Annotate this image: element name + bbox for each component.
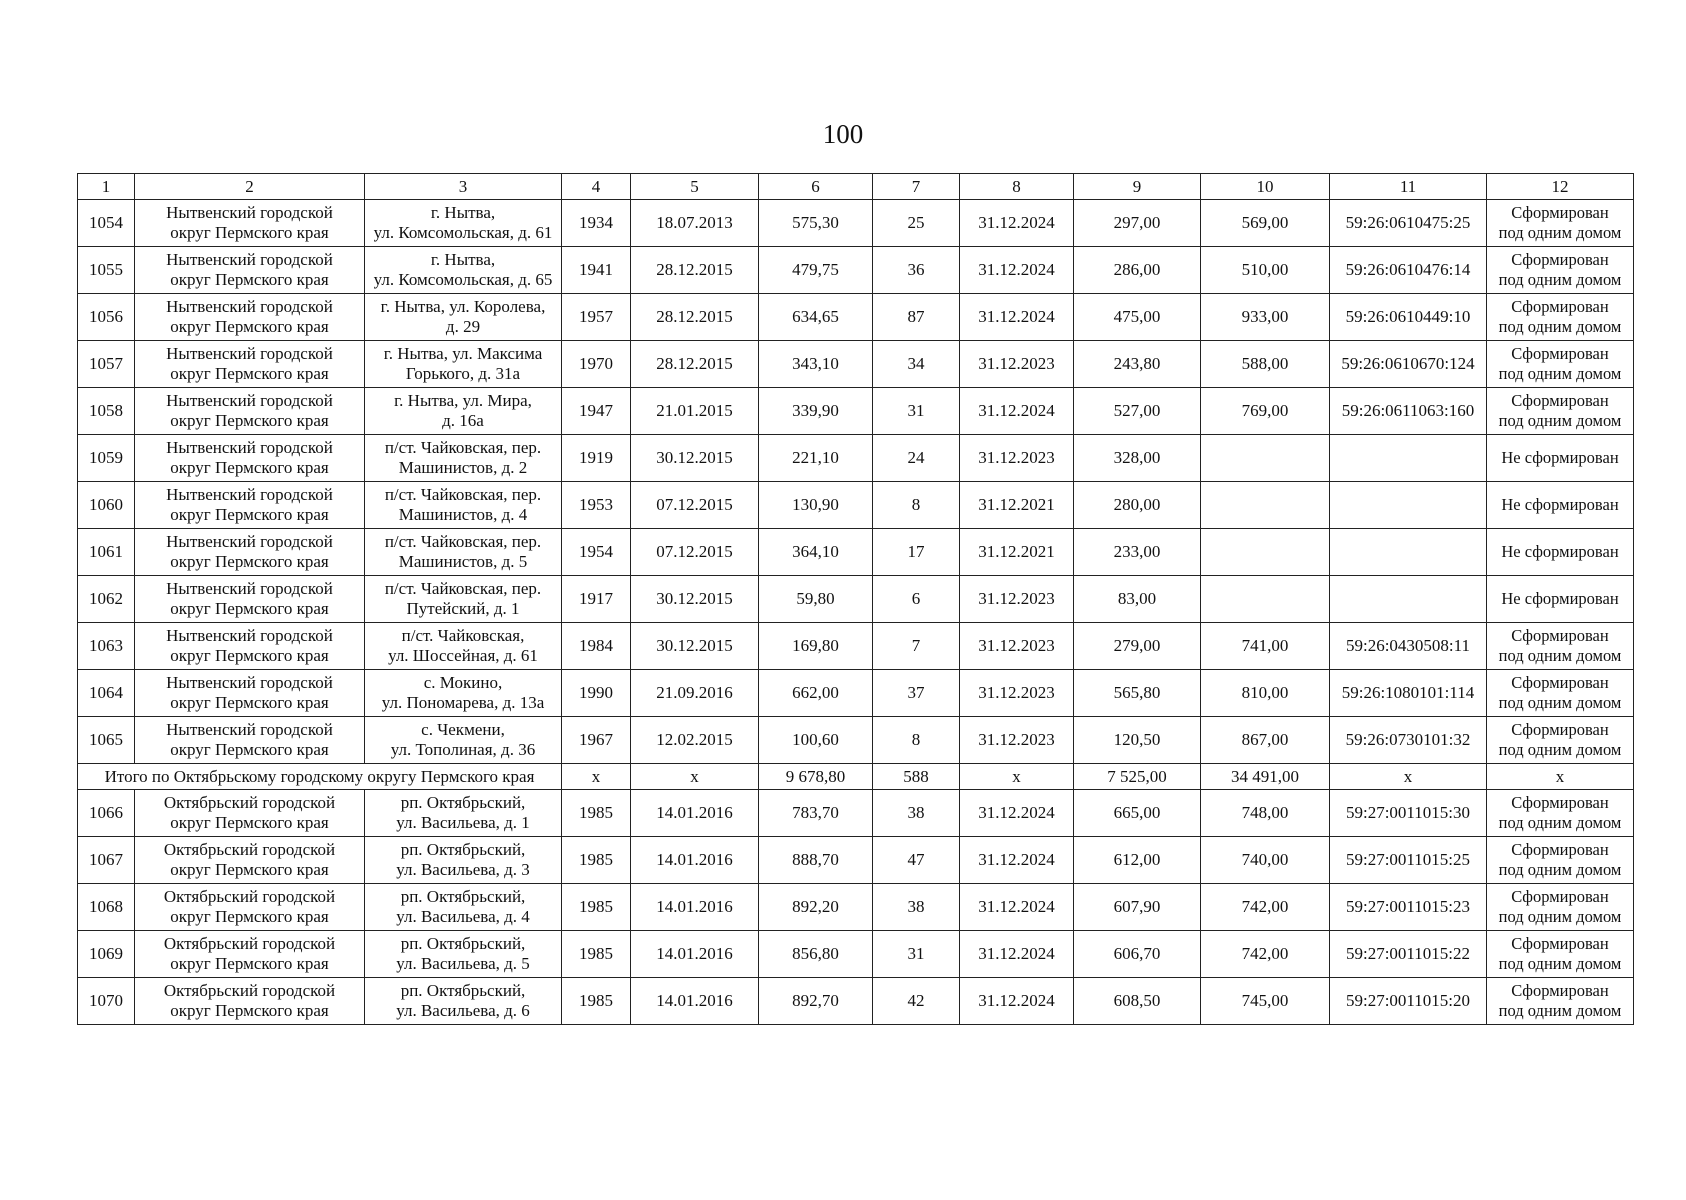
total-row [78,764,1634,790]
area-cell: 343,10 [759,341,873,388]
column-number: 10 [1201,174,1330,200]
residents-cell: 47 [873,837,960,884]
column-number: 12 [1487,174,1634,200]
cadastral-number-cell: 59:26:0610475:25 [1330,200,1487,247]
deadline-cell: 31.12.2021 [960,482,1074,529]
deadline-cell: 31.12.2024 [960,200,1074,247]
page-number: 100 [822,119,864,149]
date-cell: 14.01.2016 [631,884,759,931]
address-cell: п/ст. Чайковская, пер. Машинистов, д. 2 [365,435,562,482]
area-cell: 100,60 [759,717,873,764]
row-number-cell: 1063 [78,623,135,670]
table-row [78,247,1634,294]
municipality-cell: Октябрьский городской округ Пермского края [135,790,365,837]
living-area-cell: 665,00 [1074,790,1201,837]
table-row [78,435,1634,482]
land-area-cell: 867,00 [1201,717,1330,764]
row-number-cell: 1061 [78,529,135,576]
row-number-cell: 1057 [78,341,135,388]
year-cell: 1985 [562,978,631,1025]
land-area-cell: 740,00 [1201,837,1330,884]
land-area-cell: 748,00 [1201,790,1330,837]
year-cell: 1934 [562,200,631,247]
living-area-cell: 608,50 [1074,978,1201,1025]
deadline-cell: 31.12.2024 [960,388,1074,435]
column-number: 6 [759,174,873,200]
table-row [78,717,1634,764]
date-cell: 12.02.2015 [631,717,759,764]
date-cell: 30.12.2015 [631,576,759,623]
address-cell: рп. Октябрьский, ул. Васильева, д. 5 [365,931,562,978]
table-row [78,790,1634,837]
municipality-cell: Нытвенский городской округ Пермского края [135,200,365,247]
date-cell: 21.09.2016 [631,670,759,717]
table-row [78,978,1634,1025]
deadline-cell: 31.12.2024 [960,790,1074,837]
deadline-cell: 31.12.2024 [960,837,1074,884]
living-area-cell: 120,50 [1074,717,1201,764]
deadline-cell: 31.12.2023 [960,576,1074,623]
status-cell: Сформирован под одним домом [1487,294,1634,341]
status-cell: Не сформирован [1487,529,1634,576]
land-area-cell: 933,00 [1201,294,1330,341]
municipality-cell: Октябрьский городской округ Пермского края [135,931,365,978]
address-cell: п/ст. Чайковская, пер. Машинистов, д. 4 [365,482,562,529]
residents-cell: 31 [873,388,960,435]
date-cell: 28.12.2015 [631,341,759,388]
table-row [78,388,1634,435]
residents-cell: 24 [873,435,960,482]
municipality-cell: Нытвенский городской округ Пермского края [135,482,365,529]
table-row [78,341,1634,388]
residents-cell: 36 [873,247,960,294]
total-residents-cell: 588 [873,764,960,790]
table-row [78,482,1634,529]
living-area-cell: 612,00 [1074,837,1201,884]
year-cell: 1984 [562,623,631,670]
total-year-cell: х [562,764,631,790]
column-number: 9 [1074,174,1201,200]
row-number-cell: 1065 [78,717,135,764]
living-area-cell: 280,00 [1074,482,1201,529]
land-area-cell [1201,529,1330,576]
table-row [78,931,1634,978]
address-cell: г. Нытва, ул. Максима Горького, д. 31а [365,341,562,388]
area-cell: 888,70 [759,837,873,884]
status-cell: Сформирован под одним домом [1487,623,1634,670]
date-cell: 14.01.2016 [631,931,759,978]
deadline-cell: 31.12.2024 [960,884,1074,931]
living-area-cell: 279,00 [1074,623,1201,670]
area-cell: 364,10 [759,529,873,576]
year-cell: 1990 [562,670,631,717]
deadline-cell: 31.12.2024 [960,931,1074,978]
status-cell: Сформирован под одним домом [1487,247,1634,294]
date-cell: 14.01.2016 [631,978,759,1025]
column-number: 11 [1330,174,1487,200]
total-status-cell: х [1487,764,1634,790]
address-cell: рп. Октябрьский, ул. Васильева, д. 1 [365,790,562,837]
status-cell: Сформирован под одним домом [1487,790,1634,837]
residents-cell: 8 [873,717,960,764]
cadastral-number-cell: 59:26:0611063:160 [1330,388,1487,435]
deadline-cell: 31.12.2024 [960,978,1074,1025]
row-number-cell: 1056 [78,294,135,341]
table-row [78,294,1634,341]
status-cell: Сформирован под одним домом [1487,670,1634,717]
land-area-cell: 510,00 [1201,247,1330,294]
column-number: 5 [631,174,759,200]
deadline-cell: 31.12.2024 [960,294,1074,341]
status-cell: Не сформирован [1487,482,1634,529]
residents-cell: 38 [873,884,960,931]
land-area-cell [1201,482,1330,529]
land-area-cell [1201,576,1330,623]
area-cell: 783,70 [759,790,873,837]
municipality-cell: Октябрьский городской округ Пермского края [135,884,365,931]
column-number: 4 [562,174,631,200]
municipality-cell: Нытвенский городской округ Пермского края [135,623,365,670]
cadastral-number-cell [1330,576,1487,623]
row-number-cell: 1070 [78,978,135,1025]
area-cell: 339,90 [759,388,873,435]
address-cell: п/ст. Чайковская, ул. Шоссейная, д. 61 [365,623,562,670]
municipality-cell: Нытвенский городской округ Пермского края [135,294,365,341]
residents-cell: 38 [873,790,960,837]
table-row [78,884,1634,931]
cadastral-number-cell: 59:26:0610449:10 [1330,294,1487,341]
cadastral-number-cell: 59:26:0610476:14 [1330,247,1487,294]
date-cell: 30.12.2015 [631,623,759,670]
row-number-cell: 1069 [78,931,135,978]
row-number-cell: 1062 [78,576,135,623]
residents-cell: 37 [873,670,960,717]
date-cell: 28.12.2015 [631,247,759,294]
year-cell: 1957 [562,294,631,341]
area-cell: 59,80 [759,576,873,623]
cadastral-number-cell [1330,435,1487,482]
deadline-cell: 31.12.2023 [960,670,1074,717]
cadastral-number-cell: 59:27:0011015:30 [1330,790,1487,837]
land-area-cell: 745,00 [1201,978,1330,1025]
year-cell: 1953 [562,482,631,529]
municipality-cell: Нытвенский городской округ Пермского края [135,388,365,435]
municipality-cell: Октябрьский городской округ Пермского края [135,837,365,884]
address-cell: п/ст. Чайковская, пер. Путейский, д. 1 [365,576,562,623]
status-cell: Сформирован под одним домом [1487,837,1634,884]
living-area-cell: 565,80 [1074,670,1201,717]
address-cell: г. Нытва, ул. Комсомольская, д. 65 [365,247,562,294]
row-number-cell: 1060 [78,482,135,529]
total-date-cell: х [631,764,759,790]
table-row [78,529,1634,576]
area-cell: 856,80 [759,931,873,978]
cadastral-number-cell: 59:26:0610670:124 [1330,341,1487,388]
land-area-cell: 769,00 [1201,388,1330,435]
area-cell: 479,75 [759,247,873,294]
municipality-cell: Нытвенский городской округ Пермского края [135,341,365,388]
living-area-cell: 328,00 [1074,435,1201,482]
total-cadastral-cell: х [1330,764,1487,790]
cadastral-number-cell [1330,482,1487,529]
column-number: 3 [365,174,562,200]
address-cell: г. Нытва, ул. Комсомольская, д. 61 [365,200,562,247]
living-area-cell: 475,00 [1074,294,1201,341]
living-area-cell: 233,00 [1074,529,1201,576]
cadastral-number-cell: 59:27:0011015:23 [1330,884,1487,931]
area-cell: 169,80 [759,623,873,670]
year-cell: 1970 [562,341,631,388]
cadastral-number-cell: 59:26:0430508:11 [1330,623,1487,670]
housing-register-table [77,173,1634,1025]
residents-cell: 42 [873,978,960,1025]
date-cell: 14.01.2016 [631,837,759,884]
deadline-cell: 31.12.2023 [960,623,1074,670]
address-cell: рп. Октябрьский, ул. Васильева, д. 3 [365,837,562,884]
date-cell: 30.12.2015 [631,435,759,482]
area-cell: 130,90 [759,482,873,529]
year-cell: 1985 [562,837,631,884]
area-cell: 575,30 [759,200,873,247]
total-area-cell: 9 678,80 [759,764,873,790]
address-cell: с. Чекмени, ул. Тополиная, д. 36 [365,717,562,764]
land-area-cell: 742,00 [1201,931,1330,978]
address-cell: г. Нытва, ул. Мира, д. 16а [365,388,562,435]
status-cell: Сформирован под одним домом [1487,884,1634,931]
table-row [78,670,1634,717]
land-area-cell [1201,435,1330,482]
deadline-cell: 31.12.2021 [960,529,1074,576]
living-area-cell: 83,00 [1074,576,1201,623]
cadastral-number-cell [1330,529,1487,576]
municipality-cell: Нытвенский городской округ Пермского края [135,529,365,576]
living-area-cell: 243,80 [1074,341,1201,388]
residents-cell: 34 [873,341,960,388]
deadline-cell: 31.12.2023 [960,341,1074,388]
living-area-cell: 286,00 [1074,247,1201,294]
status-cell: Сформирован под одним домом [1487,388,1634,435]
address-cell: рп. Октябрьский, ул. Васильева, д. 4 [365,884,562,931]
municipality-cell: Нытвенский городской округ Пермского края [135,717,365,764]
date-cell: 28.12.2015 [631,294,759,341]
area-cell: 221,10 [759,435,873,482]
row-number-cell: 1066 [78,790,135,837]
year-cell: 1985 [562,884,631,931]
row-number-cell: 1054 [78,200,135,247]
year-cell: 1941 [562,247,631,294]
residents-cell: 17 [873,529,960,576]
address-cell: с. Мокино, ул. Пономарева, д. 13а [365,670,562,717]
living-area-cell: 607,90 [1074,884,1201,931]
residents-cell: 8 [873,482,960,529]
table-row [78,200,1634,247]
year-cell: 1919 [562,435,631,482]
deadline-cell: 31.12.2024 [960,247,1074,294]
deadline-cell: 31.12.2023 [960,717,1074,764]
cadastral-number-cell: 59:27:0011015:25 [1330,837,1487,884]
address-cell: п/ст. Чайковская, пер. Машинистов, д. 5 [365,529,562,576]
land-area-cell: 742,00 [1201,884,1330,931]
cadastral-number-cell: 59:27:0011015:22 [1330,931,1487,978]
date-cell: 07.12.2015 [631,482,759,529]
table-row [78,623,1634,670]
date-cell: 07.12.2015 [631,529,759,576]
year-cell: 1947 [562,388,631,435]
date-cell: 14.01.2016 [631,790,759,837]
residents-cell: 25 [873,200,960,247]
municipality-cell: Нытвенский городской округ Пермского края [135,576,365,623]
living-area-cell: 297,00 [1074,200,1201,247]
municipality-cell: Нытвенский городской округ Пермского края [135,670,365,717]
column-number: 8 [960,174,1074,200]
residents-cell: 31 [873,931,960,978]
land-area-cell: 741,00 [1201,623,1330,670]
land-area-cell: 810,00 [1201,670,1330,717]
year-cell: 1954 [562,529,631,576]
total-label: Итого по Октябрьскому городскому округу Пермского края [78,764,562,790]
table-row [78,576,1634,623]
row-number-cell: 1064 [78,670,135,717]
row-number-cell: 1068 [78,884,135,931]
municipality-cell: Нытвенский городской округ Пермского края [135,435,365,482]
area-cell: 892,20 [759,884,873,931]
living-area-cell: 527,00 [1074,388,1201,435]
cadastral-number-cell: 59:26:0730101:32 [1330,717,1487,764]
date-cell: 18.07.2013 [631,200,759,247]
deadline-cell: 31.12.2023 [960,435,1074,482]
row-number-cell: 1059 [78,435,135,482]
status-cell: Сформирован под одним домом [1487,717,1634,764]
residents-cell: 87 [873,294,960,341]
cadastral-number-cell: 59:26:1080101:114 [1330,670,1487,717]
status-cell: Сформирован под одним домом [1487,978,1634,1025]
status-cell: Сформирован под одним домом [1487,931,1634,978]
municipality-cell: Октябрьский городской округ Пермского края [135,978,365,1025]
address-cell: рп. Октябрьский, ул. Васильева, д. 6 [365,978,562,1025]
year-cell: 1985 [562,790,631,837]
cadastral-number-cell: 59:27:0011015:20 [1330,978,1487,1025]
status-cell: Не сформирован [1487,576,1634,623]
area-cell: 634,65 [759,294,873,341]
residents-cell: 7 [873,623,960,670]
table-row [78,837,1634,884]
column-number: 7 [873,174,960,200]
address-cell: г. Нытва, ул. Королева, д. 29 [365,294,562,341]
total-living-area-cell: 7 525,00 [1074,764,1201,790]
total-deadline-cell: х [960,764,1074,790]
row-number-cell: 1058 [78,388,135,435]
year-cell: 1917 [562,576,631,623]
year-cell: 1985 [562,931,631,978]
row-number-cell: 1067 [78,837,135,884]
row-number-cell: 1055 [78,247,135,294]
column-number: 1 [78,174,135,200]
register-body [78,174,1634,1025]
land-area-cell: 569,00 [1201,200,1330,247]
land-area-cell: 588,00 [1201,341,1330,388]
residents-cell: 6 [873,576,960,623]
status-cell: Не сформирован [1487,435,1634,482]
year-cell: 1967 [562,717,631,764]
column-number-row [78,174,1634,200]
total-land-area-cell: 34 491,00 [1201,764,1330,790]
area-cell: 892,70 [759,978,873,1025]
column-number: 2 [135,174,365,200]
date-cell: 21.01.2015 [631,388,759,435]
living-area-cell: 606,70 [1074,931,1201,978]
status-cell: Сформирован под одним домом [1487,341,1634,388]
municipality-cell: Нытвенский городской округ Пермского края [135,247,365,294]
area-cell: 662,00 [759,670,873,717]
status-cell: Сформирован под одним домом [1487,200,1634,247]
